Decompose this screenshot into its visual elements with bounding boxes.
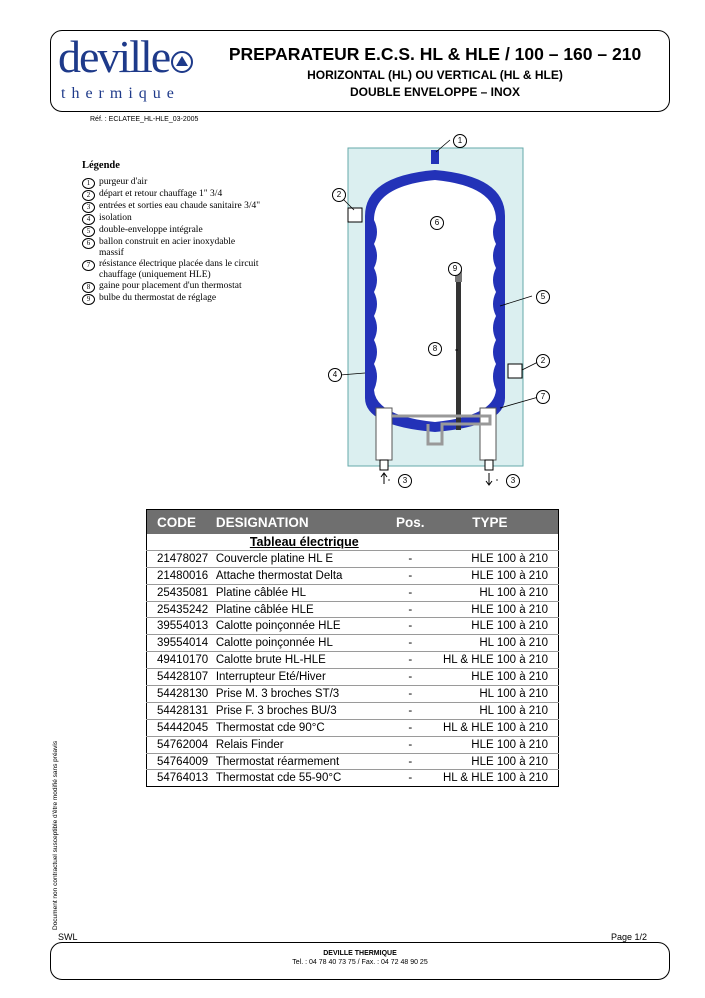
footer-company: DEVILLE THERMIQUE [323, 950, 397, 957]
legend-text: purgeur d'air [99, 177, 148, 187]
header-position: Pos. [389, 510, 432, 535]
part-position: - [389, 601, 432, 618]
part-type: HL 100 à 210 [432, 635, 559, 652]
legend-text: ballon construit en acier inoxydable massif [99, 237, 236, 258]
disclaimer-note: Document non contractuel susceptible d'être modifié sans préavis [52, 740, 59, 930]
legend [82, 160, 262, 305]
part-designation: Thermostat cde 55-90°C [216, 770, 389, 787]
part-position: - [389, 669, 432, 686]
legend-item [82, 177, 262, 189]
callout-marker: 5 [536, 290, 550, 304]
legend-number: 6 [82, 238, 95, 249]
legend-number: 9 [82, 294, 95, 305]
part-designation: Calotte poinçonnée HLE [216, 618, 389, 635]
logo-wordmark: deville [58, 31, 170, 82]
part-code: 54428130 [147, 686, 216, 703]
legend-text: entrées et sorties eau chaude sanitaire 3/4" [99, 201, 261, 211]
parts-table-header [147, 510, 559, 535]
part-type: HL & HLE 100 à 210 [432, 770, 559, 787]
document-subtitle-envelope: DOUBLE ENVELOPPE – INOX [349, 85, 521, 99]
document-title: PREPARATEUR E.C.S. HL & HLE / 100 – 160 – 210 [228, 44, 642, 64]
callout-marker: 3 [398, 474, 412, 488]
part-type: HL 100 à 210 [432, 584, 559, 601]
legend-number: 4 [82, 214, 95, 225]
logo-flame-icon [170, 50, 194, 74]
part-code: 54762004 [147, 736, 216, 753]
legend-text: double-enveloppe intégrale [99, 225, 203, 235]
legend-number: 7 [82, 260, 95, 271]
table-row [147, 584, 559, 601]
part-type: HL 100 à 210 [432, 702, 559, 719]
part-code: 39554014 [147, 635, 216, 652]
document-subtitle-orientation: HORIZONTAL (HL) OU VERTICAL (HL & HLE) [307, 68, 563, 82]
part-code: 54442045 [147, 719, 216, 736]
callout-marker: 8 [428, 342, 442, 356]
part-type: HLE 100 à 210 [432, 736, 559, 753]
legend-text: bulbe du thermostat de réglage [99, 293, 217, 303]
callout-marker: 2 [536, 354, 550, 368]
callout-marker: 1 [453, 134, 467, 148]
legend-text: départ et retour chauffage 1" 3/4 [99, 189, 223, 199]
table-row [147, 550, 559, 567]
part-type: HLE 100 à 210 [432, 550, 559, 567]
table-row [147, 567, 559, 584]
part-type: HLE 100 à 210 [432, 618, 559, 635]
callout-marker: 3 [506, 474, 520, 488]
callout-layer [310, 128, 560, 493]
part-position: - [389, 686, 432, 703]
company-logo [58, 31, 208, 108]
part-type: HLE 100 à 210 [432, 601, 559, 618]
part-code: 54428107 [147, 669, 216, 686]
legend-number: 1 [82, 178, 95, 189]
legend-text: gaine pour placement d'un thermostat [99, 281, 242, 291]
part-type: HL & HLE 100 à 210 [432, 652, 559, 669]
part-designation: Thermostat réarmement [216, 753, 389, 770]
table-row [147, 669, 559, 686]
table-row [147, 601, 559, 618]
part-type: HLE 100 à 210 [432, 753, 559, 770]
part-designation: Relais Finder [216, 736, 389, 753]
part-code: 25435242 [147, 601, 216, 618]
legend-item [82, 213, 262, 225]
part-position: - [389, 584, 432, 601]
table-row [147, 635, 559, 652]
part-position: - [389, 702, 432, 719]
table-row [147, 736, 559, 753]
part-position: - [389, 550, 432, 567]
legend-item [82, 237, 262, 259]
part-code: 21480016 [147, 567, 216, 584]
part-position: - [389, 736, 432, 753]
part-position: - [389, 567, 432, 584]
legend-list [82, 177, 262, 305]
legend-item [82, 201, 262, 213]
legend-number: 8 [82, 282, 95, 293]
part-designation: Prise F. 3 broches BU/3 [216, 702, 389, 719]
part-position: - [389, 770, 432, 787]
part-code: 54764009 [147, 753, 216, 770]
part-code: 21478027 [147, 550, 216, 567]
part-code: 54428131 [147, 702, 216, 719]
header-designation: DESIGNATION [216, 510, 389, 535]
part-designation: Platine câblée HL [216, 584, 389, 601]
legend-number: 5 [82, 226, 95, 237]
callout-marker: 9 [448, 262, 462, 276]
legend-item [82, 225, 262, 237]
part-designation: Thermostat cde 90°C [216, 719, 389, 736]
document-reference: Réf. : ECLATEE_HL-HLE_03-2005 [90, 116, 199, 123]
part-position: - [389, 753, 432, 770]
part-position: - [389, 719, 432, 736]
legend-item [82, 293, 262, 305]
callout-marker: 7 [536, 390, 550, 404]
table-row [147, 719, 559, 736]
table-row [147, 770, 559, 787]
footer-left-code: SWL [58, 932, 78, 942]
part-type: HLE 100 à 210 [432, 669, 559, 686]
table-row [147, 686, 559, 703]
page-number: Page 1/2 [611, 932, 648, 942]
part-position: - [389, 618, 432, 635]
part-designation: Couvercle platine HL E [216, 550, 389, 567]
part-type: HL 100 à 210 [432, 686, 559, 703]
table-row [147, 618, 559, 635]
section-title: Tableau électrique [249, 534, 359, 549]
table-row [147, 753, 559, 770]
table-row [147, 652, 559, 669]
callout-marker: 2 [332, 188, 346, 202]
header-type: TYPE [432, 510, 559, 535]
part-designation: Calotte brute HL-HLE [216, 652, 389, 669]
part-position: - [389, 635, 432, 652]
part-designation: Prise M. 3 broches ST/3 [216, 686, 389, 703]
legend-item [82, 281, 262, 293]
legend-number: 3 [82, 202, 95, 213]
callout-marker: 4 [328, 368, 342, 382]
section-row [147, 534, 559, 550]
table-row [147, 702, 559, 719]
legend-number: 2 [82, 190, 95, 201]
legend-text: isolation [99, 213, 132, 223]
header-code: CODE [147, 510, 216, 535]
part-code: 49410170 [147, 652, 216, 669]
legend-item [82, 259, 262, 281]
legend-title: Légende [82, 160, 120, 171]
part-type: HLE 100 à 210 [432, 567, 559, 584]
part-code: 39554013 [147, 618, 216, 635]
part-code: 25435081 [147, 584, 216, 601]
part-type: HL & HLE 100 à 210 [432, 719, 559, 736]
part-position: - [389, 652, 432, 669]
logo-subtitle: thermique [61, 85, 180, 102]
legend-item [82, 189, 262, 201]
part-designation: Calotte poinçonnée HL [216, 635, 389, 652]
part-designation: Platine câblée HLE [216, 601, 389, 618]
footer-contact: Tel. : 04 78 40 73 75 / Fax. : 04 72 48 90 25 [292, 959, 428, 966]
part-designation: Interrupteur Eté/Hiver [216, 669, 389, 686]
part-code: 54764013 [147, 770, 216, 787]
part-designation: Attache thermostat Delta [216, 567, 389, 584]
legend-text: résistance électrique placée dans le circuit chauffage (uniquement HLE) [99, 259, 259, 280]
parts-table [146, 509, 559, 787]
callout-marker: 6 [430, 216, 444, 230]
